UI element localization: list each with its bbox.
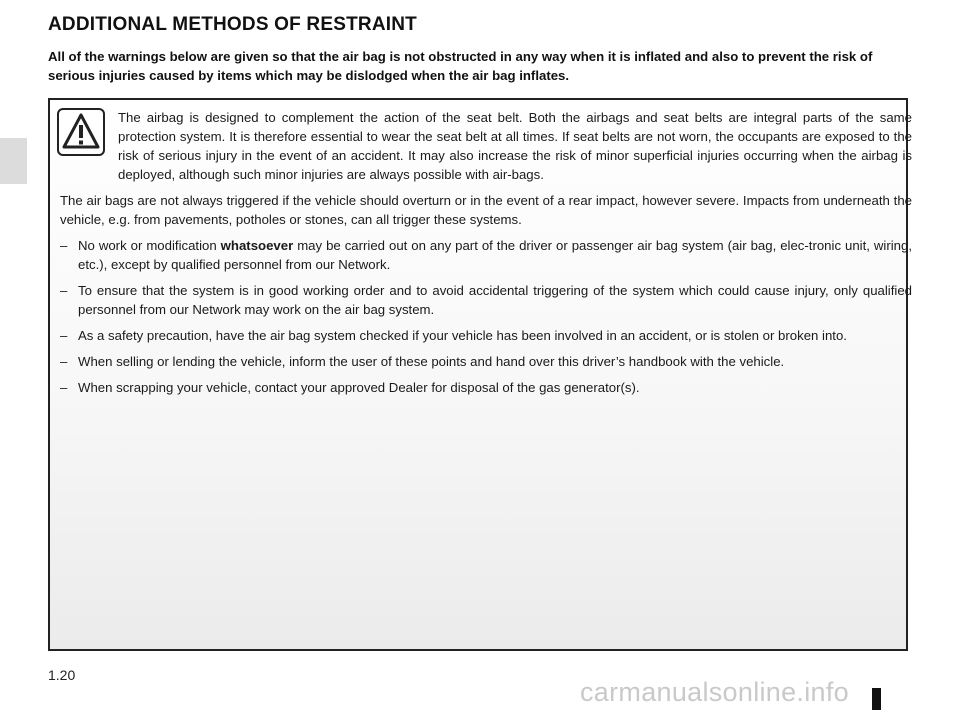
corner-mark: [872, 688, 881, 710]
page-title: ADDITIONAL METHODS OF RESTRAINT: [48, 14, 417, 35]
section-side-tab: [0, 138, 27, 184]
intro-paragraph: All of the warnings below are given so that the air bag is not obstructed in any way when it is inflated and also to prevent the risk of serious injuries caused by items which may be dislodged when the air bag inflates.: [48, 49, 873, 83]
list-item: – When selling or lending the vehicle, inform the user of these points and hand over this driver’s handbook with the vehicle.: [60, 354, 785, 369]
warning-paragraph-airbag: The airbag is designed to complement the action of the seat belt. Both the airbags and seat belts are integral parts of the same protection system. It is therefore essential to wear the seat belt at all times. If seat belts are not worn, the occupants are exposed to the risk of serious injury in the event of an accident. It may also increase the risk of minor superficial injuries occurring when the airbag is deployed, although such minor injuries are always possible with air-bags.: [118, 110, 912, 182]
list-item: – When scrapping your vehicle, contact your approved Dealer for disposal of the gas generator(s).: [60, 380, 640, 395]
emphasis-text: whatsoever: [220, 238, 294, 253]
warning-text: [60, 108, 912, 404]
watermark: carmanualsonline.info: [580, 677, 849, 707]
list-item: – No work or modification whatsoever may be carried out on any part of the driver or passenger air bag system (air bag, elec-tronic unit, wiring, etc.), except by qualified personnel from our Network.: [60, 238, 912, 272]
warning-box: [48, 98, 912, 651]
warning-paragraph-triggering: The air bags are not always triggered if the vehicle should overturn or in the event of a rear impact, however severe. Impacts from underneath the vehicle, e.g. from pavements, potholes or stones, can all trigger these systems.: [60, 193, 912, 227]
warning-bullet-list: [60, 236, 912, 397]
list-item: – As a safety precaution, have the air bag system checked if your vehicle has been involved in an accident, or is stolen or broken into.: [60, 328, 847, 343]
list-item: – To ensure that the system is in good working order and to avoid accidental triggering of the system which could cause injury, only qualified personnel from our Network may work on the air bag system.: [60, 283, 912, 317]
page-number: 1.20: [48, 667, 76, 683]
